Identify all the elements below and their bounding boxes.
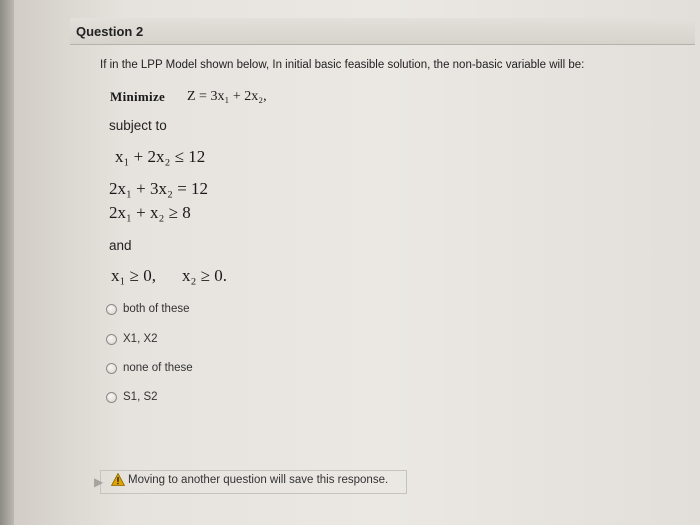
- constraint-1: x₁ + 2x₂ ≤ 12: [115, 147, 206, 166]
- question-title: Question 2: [76, 24, 144, 39]
- arrow-right-icon: ▶: [94, 475, 104, 489]
- radio-empty-icon[interactable]: [106, 304, 117, 315]
- question-prompt: If in the LPP Model shown below, In initial basic feasible solution, the non-basic variable will be:: [100, 59, 585, 71]
- nonnegativity-constraints: [111, 266, 227, 286]
- and-label: and: [109, 238, 132, 253]
- question-header: [70, 18, 695, 45]
- radio-empty-icon[interactable]: [106, 334, 117, 345]
- option-both-of-these[interactable]: [106, 303, 190, 315]
- nonneg-x2: x₂ ≥ 0.: [182, 266, 228, 285]
- objective-label: Minimize: [110, 89, 166, 104]
- warning-icon: [111, 473, 125, 486]
- option-label: none of these: [123, 362, 193, 374]
- option-label: both of these: [123, 303, 190, 315]
- option-x1-x2[interactable]: [106, 333, 158, 345]
- left-edge-shadow: [0, 0, 14, 525]
- option-label: S1, S2: [123, 391, 158, 403]
- option-label: X1, X2: [123, 333, 158, 345]
- radio-empty-icon[interactable]: [106, 363, 117, 374]
- option-s1-s2[interactable]: [106, 391, 158, 403]
- objective-expression: Z = 3x₁ + 2x₂,: [187, 89, 267, 104]
- radio-empty-icon[interactable]: [106, 392, 117, 403]
- nonneg-x1: x₁ ≥ 0,: [111, 266, 157, 285]
- constraint-2: 2x₁ + 3x₂ = 12: [109, 179, 209, 198]
- subject-to-label: subject to: [109, 118, 167, 133]
- option-none-of-these[interactable]: [106, 362, 193, 374]
- save-notice-text: Moving to another question will save this response.: [128, 474, 389, 486]
- constraint-3: 2x₁ + x₂ ≥ 8: [109, 203, 191, 222]
